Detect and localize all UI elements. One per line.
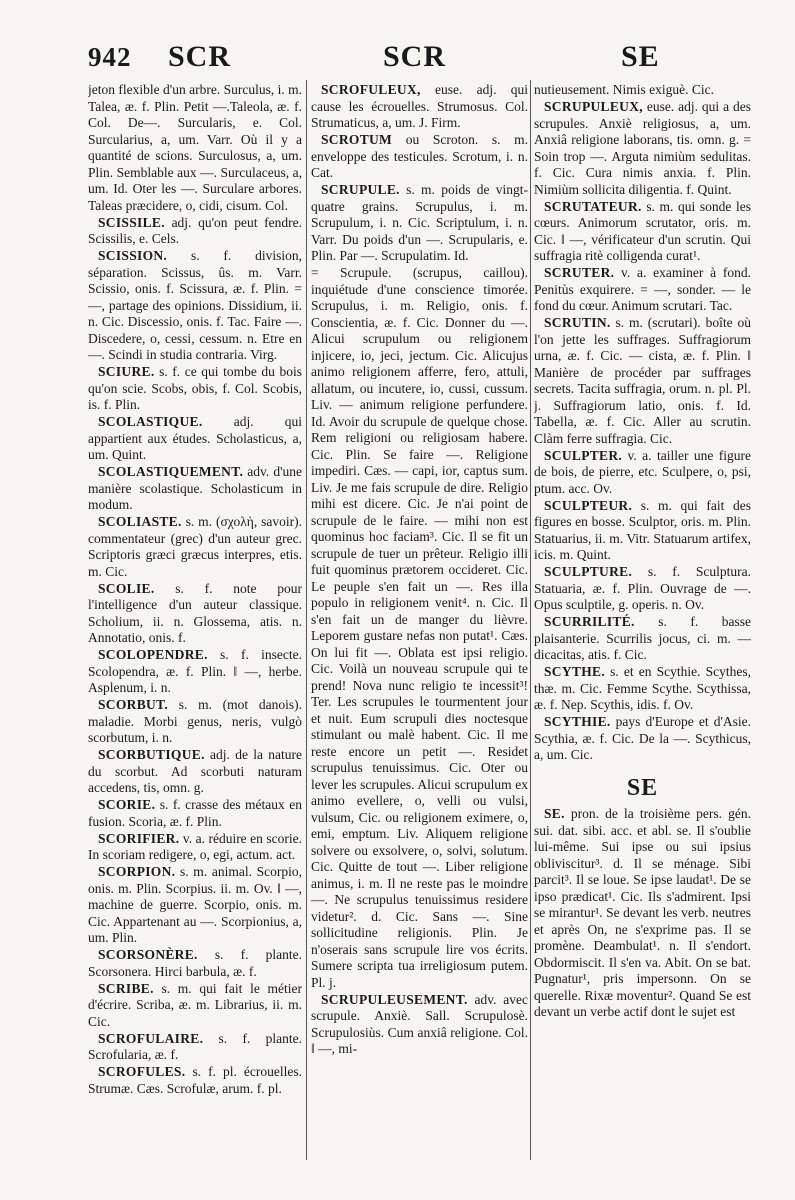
entry-headword: SCISSILE. — [98, 214, 165, 230]
entry-headword: SCROFULAIRE. — [98, 1030, 204, 1046]
entry-definition: adj. qui appartient aux études. Scholasticus, a, um. Quint. — [88, 414, 302, 462]
dictionary-entry — [88, 364, 302, 414]
entry-definition: s. f. Sculptura. Statuaria, æ. f. Plin. Ouvrage de —. Opus sculptile, g. operis. n. Ov. — [534, 564, 751, 612]
entry-headword: SCOLOPENDRE. — [98, 647, 208, 662]
entry-headword: SCOLASTIQUE. — [98, 414, 203, 429]
entry-headword: SCIURE. — [98, 364, 155, 379]
entry-headword: SCYTHIE. — [544, 714, 611, 729]
dictionary-entry — [88, 797, 302, 830]
column-right — [534, 82, 751, 1172]
dictionary-entry — [88, 647, 302, 697]
entry-definition: s. et en Scythie. Scythes, thæ. m. Cic. Femme Scythe. Scythissa, æ. f. Nep. Scythis, idis. f. Ov. — [534, 664, 751, 712]
entry-headword: SCORBUT. — [98, 697, 169, 712]
entry-definition: pays d'Europe et d'Asie. Scythia, æ. f. Cic. De la —. Scythicus, a, um. Cic. — [534, 714, 751, 762]
entry-headword: SCULPTEUR. — [544, 497, 633, 513]
dictionary-entry — [534, 714, 751, 764]
entry-headword: SCORBUTIQUE. — [98, 747, 205, 762]
entry-definition: adv. avec scrupule. Anxiè. Sall. Scrupulosè. Scrupulosiùs. Cum anxiâ religione. Col. ‖ —, mi- — [311, 991, 528, 1056]
dictionary-entry — [88, 747, 302, 797]
entry-headword: SCOLIE. — [98, 580, 155, 596]
entry-headword: SCRUPULEUSEMENT. — [321, 991, 468, 1007]
entry-definition: euse. adj. qui cause les écrouelles. Strumosus. Col. Strumaticus, a, um. J. Firm. — [311, 82, 528, 130]
entry-definition: v. a. réduire en scorie. In scoriam redigere, o, egi, actum. act. — [88, 830, 302, 862]
entry-definition: adv. d'une manière scolastique. Scholasticum in modum. — [88, 464, 302, 512]
dictionary-entry — [534, 448, 751, 498]
entry-definition: s. f. division, séparation. Scissus, ûs. m. Varr. Scissio, onis. f. Scissura, æ. f. Plin. = —, partage des opinions. Dissidium, ii. n. Cic. Discessio, onis. f. Tac. Faire —. Discedere, o, cessi, cessum. n. Etre en —. Scindi in studia contraria. Virg. — [88, 248, 302, 362]
entry-definition: s. m. poids de vingt-quatre grains. Scrupulus, i. m. Scrupulum, i. n. Cic. Scriptulum, i. n. Varr. Du poids d'un —. Scrupularis, e. Plin. Par —. Scrupulatim. Id. — [311, 182, 528, 263]
entry-definition: s. f. ce qui tombe du bois qu'on scie. Scobs, obis, f. Col. Scobis, is. f. Plin. — [88, 364, 302, 412]
entry-definition: s. m. qui fait des figures en bosse. Sculptor, oris. m. Plin. Statuarius, ii. m. Vitr. Statuarum artifex, icis. m. Quint. — [534, 497, 751, 562]
entry-headword: SCISSION. — [98, 248, 168, 263]
entry-definition: s. m. animal. Scorpio, onis. m. Plin. Scorpius. ii. m. Ov. ‖ —, machine de guerre. Scorpio, onis. m. Cic. Appartenant au —. Scorpionius, a, um. Plin. — [88, 864, 302, 945]
dictionary-entry — [534, 664, 751, 714]
entry-definition: s. f. basse plaisanterie. Scurrilis jocus, ci. m. — dicacitas, atis. f. Cic. — [534, 614, 751, 662]
entry-definition: adj. qu'on peut fendre. Scissilis, e. Cels. — [88, 214, 302, 246]
page-number: 942 — [88, 42, 132, 72]
entry-definition: nutieusement. Nimis exiguè. Cic. — [534, 82, 714, 97]
dictionary-entry — [88, 1031, 302, 1064]
entry-definition: adj. de la nature du scorbut. Ad scorbuti naturam accedens, tis, omn. g. — [88, 747, 302, 795]
entry-headword: SCORSONÈRE. — [98, 947, 198, 962]
dictionary-entry — [88, 248, 302, 364]
entry-headword: SCRUPULE. — [321, 182, 400, 197]
entry-headword: SCRUTATEUR. — [544, 198, 642, 214]
dictionary-entry — [88, 514, 302, 580]
dictionary-entry — [88, 947, 302, 980]
entry-headword: SCYTHE. — [544, 664, 605, 679]
dictionary-entry — [88, 981, 302, 1031]
dictionary-entry — [311, 992, 528, 1058]
dictionary-entry — [534, 82, 751, 99]
entry-definition: s. f. pl. écrouelles. Strumæ. Cæs. Scrofulæ, arum. f. pl. — [88, 1064, 302, 1096]
entry-headword: SCRUTIN. — [544, 315, 611, 330]
running-head-right: SE — [621, 40, 660, 73]
entry-headword: SCROTUM — [321, 132, 393, 147]
entry-definition: v. a. tailler une figure de bois, de pierre, etc. Sculpere, o, psi, ptum. acc. Ov. — [534, 447, 751, 496]
entry-definition: s. m. (mot danois). maladie. Morbi genus, neris, vulgò scorbutum, i. n. — [88, 697, 302, 745]
entry-definition: ou Scroton. s. m. enveloppe des testicules. Scrotum, i. n. Cat. — [311, 132, 528, 180]
dictionary-entry — [311, 82, 528, 132]
entry-definition: s. f. crasse des métaux en fusion. Scoria, æ. f. Plin. — [88, 797, 302, 829]
entry-headword: SCRUTER. — [544, 265, 615, 280]
dictionary-entry — [88, 82, 302, 214]
entry-definition: v. a. examiner à fond. Penitùs exquirere. = —, sonder. — le fond du cœur. Animum scrutari. Tac. — [534, 265, 751, 313]
dictionary-entry — [88, 697, 302, 747]
entry-definition: s. f. insecte. Scolopendra, æ. f. Plin. ‖ —, herbe. Asplenum, i. n. — [88, 647, 302, 695]
running-head-middle: SCR — [383, 40, 447, 73]
dictionary-entry — [88, 581, 302, 647]
entry-definition: s. f. plante. Scrofularia, æ. f. — [88, 1030, 302, 1062]
entry-headword: SCULPTURE. — [544, 564, 633, 579]
dictionary-entry — [88, 215, 302, 248]
column-divider — [306, 80, 307, 1160]
entry-definition: s. m. qui sonde les cœurs. Animorum scrutator, oris. m. Cic. ‖ —, vérificateur d'un scrutin. Qui suffragia ritè colligenda curat¹. — [534, 198, 751, 263]
entry-headword: SCROFULES. — [98, 1064, 186, 1079]
entry-headword: SCOLASTIQUEMENT. — [98, 464, 244, 479]
dictionary-entry — [311, 265, 528, 991]
column-left — [88, 82, 302, 1172]
entry-headword: SE. — [544, 806, 565, 821]
dictionary-entry — [534, 806, 751, 1021]
entry-definition: s. m. (scrutari). boîte où l'on jette les suffrages. Suffragiorum urna, æ. f. Cic. — cista, æ. f. Plin. ‖ Manière de procéder par suffrages secrets. Tacita suffragia, orum. n. pl. Pl. j. Suffragiorum latio, onis. f. Id. Tabella, æ. f. Cic. Aller au scrutin. Clàm ferre suffragia. Cic. — [534, 315, 751, 446]
entry-headword: SCORIFIER. — [98, 830, 180, 846]
entry-headword: SCRUPULEUX, — [544, 99, 643, 114]
page-header — [0, 40, 795, 80]
entry-definition: s. f. note pour l'intelligence d'un auteur classique. Scholium, ii. n. Glossema, atis. n. Annotatio, onis. f. — [88, 580, 302, 645]
column-divider — [530, 80, 531, 1160]
dictionary-entry — [534, 315, 751, 447]
dictionary-entry — [88, 864, 302, 947]
dictionary-entry — [534, 498, 751, 564]
entry-headword: SCORIE. — [98, 797, 156, 812]
dictionary-entry — [311, 182, 528, 265]
entry-headword: SCRIBE. — [98, 980, 154, 996]
entry-definition: s. m. (σχολὴ, savoir). commentateur (grec) d'un auteur grec. Scriptoris græci græcus interpres, etis. m. Cic. — [88, 514, 302, 579]
entry-headword: SCORPION. — [98, 864, 176, 879]
entry-definition: = Scrupule. (scrupus, caillou). inquiétude d'une conscience timorée. Scrupulus, i. m. Religio, onis. f. Conscientia, æ. f. Cic. Donner du —. Alicui scrupulum ou religionem injicere, io, jeci, jectum. Cic. Alicujus animo religionem afferre, fero, attuli, allatum, ou incutere, io, cussi, cussum. Liv. — animum religione perfundere. Id. Avoir du scrupule de quelque chose. Rem religioni ou religiosam habere. Cic. Plin. Se faire —. Religione impediri. Cæs. — capi, ior, captus sum. Liv. Je me fais scrupule de dire. Religio mihi est dicere. Cic. Je n'ai point de scrupule de le faire. — mihi non est quominus hoc faciam³. Cic. Il se fit un scrupule de tuer un prêteur. Religio illi fuit quominus prætorem occideret. Cic. Le peuple s'en fait un —. Res illa populo in religionem venit⁴. n. Cic. Il s'en fait un de manger du lièvre. Leporem gustare nefas non putat¹. Cæs. On lui fit —. Oblata est ipsi religio. Cic. Voilà un nouveau scrupule qui te prend! Nova nunc religio te incessit³! Ter. Les scrupules le tourmentent jour et nuit. Eum scrupuli dies noctesque stimulant ou malè habent. Cic. Il me reste encore un petit —. Residet scrupulus tenuissimus. Cic. Oter ou lever les scrupules. Alicui scrupulum ex animo evellere, o, velli ou vulsi, vulsum, Cic. ou religionem eximere, o, emi, emptum. Liv. Aliquem religione solvere ou exsolvere, o, solvi, solutum. Cic. Quitte de tout —. Liber religione animus, i. m. Il ne reste pas le moindre —. Ne scrupulus tenuissimus residere videtur². d. Cic. Sans —. Sine sollicitudine religionis. Plin. Je n'oserais sans scrupule lire vos écrits. Sumere scripta tua irreligiosum putem. Pl. j. — [311, 265, 528, 990]
entry-headword: SCOLIASTE. — [98, 514, 182, 529]
entry-headword: SCULPTER. — [544, 447, 623, 463]
entry-definition: jeton flexible d'un arbre. Surculus, i. m. Talea, æ. f. Plin. Petit —.Taleola, æ. f. Col. De—. Surcularis, e. Col. Surcularius, a, um. Varr. Où il y a quantité de scions. Surculosus, a, um. Plin. Semblable aux —. Surculaceus, a, um. Id. Oter les —. Surculare arbores. Taleas præcidere, o, cidi, cisum. Col. — [88, 82, 302, 213]
dictionary-entry — [88, 414, 302, 464]
dictionary-entry — [534, 265, 751, 315]
entry-definition: euse. adj. qui a des scrupules. Anxiè religiosus, a, um. Anxiâ religione laborans, tis. omn. g. = Soin trop —. Arguta nimiùm sedulitas. f. Cic. Cura nimis anxia. f. Plin. Nimiùm sollicita diligentia. f. Quint. — [534, 99, 751, 197]
dictionary-entry — [534, 199, 751, 265]
dictionary-entry — [534, 614, 751, 664]
dictionary-entry — [88, 1064, 302, 1097]
dictionary-entry — [534, 99, 751, 198]
dictionary-entry — [534, 564, 751, 614]
entry-definition: s. f. plante. Scorsonera. Hirci barbula, æ. f. — [88, 947, 302, 979]
entry-definition: pron. de la troisième pers. gén. sui. dat. sibi. acc. et abl. se. Il s'oublie lui-même. Sui ipse ou sui ipsius obliviscitur³. d. Il se ménage. Sibi parcit³. Il se loue. Se ipse laudat¹. De se ipso prædicat¹. Cic. Ils s'admirent. Ipsi se mirantur¹. Se devant les verb. neutres et après On, ne s'exprime pas. Il se promène. Deambulat¹. n. Il s'endort. Obdormiscit. Il s'en va. Abit. On se bat. Pugnatur¹, pris impersonn. On se querelle. Rixæ moventur². Quand Se est devant un verbe actif dont le sujet est — [534, 806, 751, 1019]
dictionary-entry — [88, 464, 302, 514]
entry-headword: SCURRILITÉ. — [544, 614, 635, 629]
column-middle — [311, 82, 528, 1172]
section-heading: SE — [626, 774, 659, 801]
running-head-left: SCR — [168, 40, 232, 73]
dictionary-entry — [311, 132, 528, 182]
entry-headword: SCROFULEUX, — [321, 82, 421, 97]
entry-definition: s. m. qui fait le métier d'écrire. Scriba, æ. m. Librarius, ii. m. Cic. — [88, 980, 302, 1029]
dictionary-entry — [88, 831, 302, 864]
